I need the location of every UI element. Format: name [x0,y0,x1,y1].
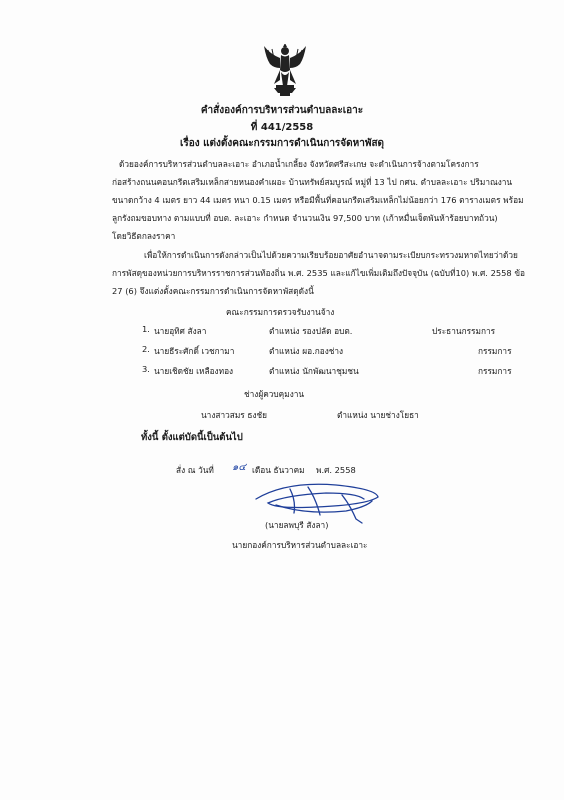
member-position: ตำแหน่ง นักพัฒนาชุมชน [269,366,359,376]
member-name: นายเชิดชัย เหลืองทอง [154,366,234,376]
document-heading: คำสั่งองค์การบริหารส่วนตำบลละเอาะ [200,105,364,116]
member-role: กรรมการ [478,346,512,356]
supervisor-title: ช่างผู้ควบคุมงาน [244,389,305,399]
effective-clause: ทั้งนี้ ตั้งแต่บัดนี้เป็นต้นไป [141,432,243,443]
paragraph-line: โดยวิธีตกลงราคา [112,231,176,241]
date-day-handwritten: ๑๔ [232,462,246,473]
member-name: นายอุทิศ สังลา [154,326,207,336]
signer-title: นายกองค์การบริหารส่วนตำบลละเอาะ [232,540,368,550]
member-position: ตำแหน่ง รองปลัด อบต. [269,326,353,336]
committee-title: คณะกรรมการตรวจรับงานจ้าง [226,307,335,317]
member-name: นายธีระศักดิ์ เวชกามา [154,346,235,356]
garuda-emblem-icon [262,44,308,98]
subject-line: เรื่อง แต่งตั้งคณะกรรมการดำเนินการจัดหาพัสดุ [179,138,385,149]
date-month: เดือน ธันวาคม [252,465,305,475]
paragraph-line: เพื่อให้การดำเนินการดังกล่าวเป็นไปด้วยความเรียบร้อยอาศัยอำนาจตามระเบียบกระทรวงมหาดไทยว่าด้วย [144,250,518,260]
paragraph-line: ก่อสร้างถนนคอนกรีตเสริมเหล็กสายหนองคำเผอะ บ้านทรัพย์สมบูรณ์ หมู่ที่ 13 ไป กศน. ตำบลละเอาะ ปริมาณงาน [112,177,513,187]
order-number: ที่ 441/2558 [250,122,314,133]
paragraph-line: 27 (6) จึงแต่งตั้งคณะกรรมการดำเนินการจัดหาพัสดุดังนี้ [112,286,314,296]
signer-name: (นายลพบุรี สังลา) [265,520,329,530]
member-number: 3. [142,364,150,374]
member-number: 2. [142,344,150,354]
member-role: ประธานกรรมการ [432,326,496,336]
paragraph-line: ด้วยองค์การบริหารส่วนตำบลละเอาะ อำเภอน้ำเกลี้ยง จังหวัดศรีสะเกษ จะดำเนินการจ้างตามโครงการ [119,159,479,169]
paragraph-line: การพัสดุของหน่วยการบริหารราชการส่วนท้องถิ่น พ.ศ. 2535 และแก้ไขเพิ่มเติมถึงปัจจุบัน (ฉบับที่10) พ.ศ. 2558 ข้อ [112,268,525,278]
member-position: ตำแหน่ง ผอ.กองช่าง [269,346,344,356]
paragraph-line: ลูกรังถมขอบทาง ตามแบบที่ อบต. ละเอาะ กำหนด จำนวนเงิน 97,500 บาท (เก้าหมื่นเจ็ดพันห้าร้อยบาทถ้วน) [112,213,498,223]
member-number: 1. [142,324,150,334]
date-year: พ.ศ. 2558 [316,465,356,475]
supervisor-name: นางสาวสมร ธงชัย [201,410,267,420]
paragraph-line: ขนาดกว้าง 4 เมตร ยาว 44 เมตร หนา 0.15 เมตร หรือมีพื้นที่คอนกรีตเสริมเหล็กไม่น้อยกว่า 176 ตารางเมตร พร้อม [112,195,524,205]
member-role: กรรมการ [478,366,512,376]
date-prefix: สั่ง ณ วันที่ [176,465,214,475]
supervisor-position: ตำแหน่ง นายช่างโยธา [337,410,419,420]
